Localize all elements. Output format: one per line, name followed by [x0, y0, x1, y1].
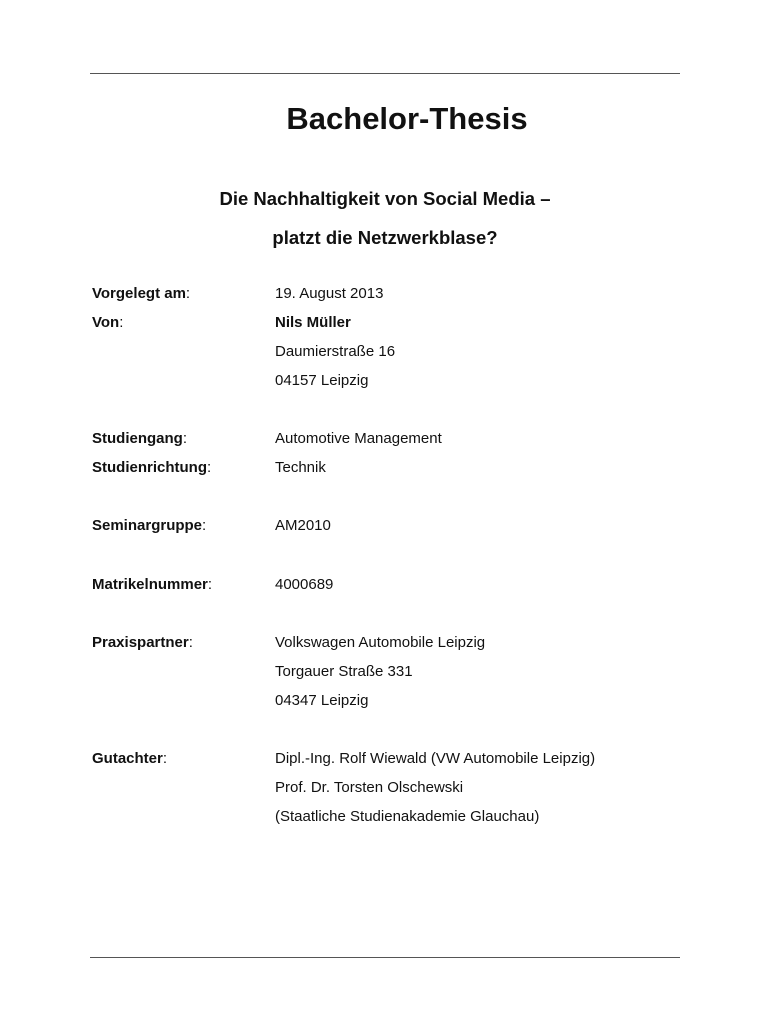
studiengang-value: Automotive Management	[275, 430, 442, 447]
studienrichtung-label	[92, 458, 211, 478]
document-title: Bachelor-Thesis	[286, 101, 528, 136]
von-label	[92, 313, 123, 333]
studiengang-colon: :	[182, 430, 187, 447]
gutachter-line-2: Prof. Dr. Torsten Olschewski	[275, 779, 464, 796]
von-street: Daumierstraße 16	[275, 343, 396, 360]
vorgelegt-label-text: Vorgelegt am	[92, 285, 186, 302]
praxispartner-street: Torgauer Straße 331	[275, 663, 413, 680]
vorgelegt-value: 19. August 2013	[275, 285, 384, 302]
seminargruppe-colon: :	[202, 517, 207, 534]
studiengang-label	[92, 429, 187, 449]
von-name: Nils Müller	[275, 314, 351, 331]
studienrichtung-colon: :	[207, 459, 212, 476]
von-colon: :	[119, 314, 124, 331]
top-rule	[90, 73, 680, 74]
gutachter-label	[92, 749, 167, 769]
gutachter-line-3: (Staatliche Studienakademie Glauchau)	[275, 808, 540, 825]
matrikelnummer-label	[92, 575, 212, 595]
subtitle-line-1: Die Nachhaltigkeit von Social Media –	[219, 188, 551, 209]
seminargruppe-label-text: Seminargruppe	[92, 517, 203, 534]
bottom-rule	[90, 957, 680, 958]
praxispartner-company: Volkswagen Automobile Leipzig	[275, 634, 486, 651]
gutachter-colon: :	[162, 750, 168, 767]
studienrichtung-label-text: Studienrichtung	[92, 459, 207, 476]
praxispartner-city: 04347 Leipzig	[275, 692, 369, 709]
matrikelnummer-value: 4000689	[275, 576, 334, 593]
seminargruppe-label	[92, 516, 206, 536]
matrikelnummer-colon: :	[207, 576, 213, 593]
gutachter-line-1: Dipl.-Ing. Rolf Wiewald (VW Automobile Leipzig)	[275, 750, 596, 767]
praxispartner-colon: :	[188, 634, 193, 651]
von-label-text: Von	[92, 314, 120, 331]
studienrichtung-value: Technik	[275, 459, 326, 476]
von-city: 04157 Leipzig	[275, 372, 369, 389]
matrikelnummer-label-text: Matrikelnummer	[92, 576, 208, 593]
studiengang-label-text: Studiengang	[92, 430, 183, 447]
praxispartner-label-text: Praxispartner	[92, 634, 189, 651]
seminargruppe-value: AM2010	[275, 517, 331, 534]
vorgelegt-label	[92, 284, 190, 304]
vorgelegt-colon: :	[185, 285, 191, 302]
praxispartner-label	[92, 633, 193, 653]
gutachter-label-text: Gutachter	[92, 750, 163, 767]
subtitle-line-2: platzt die Netzwerkblase?	[272, 227, 498, 248]
